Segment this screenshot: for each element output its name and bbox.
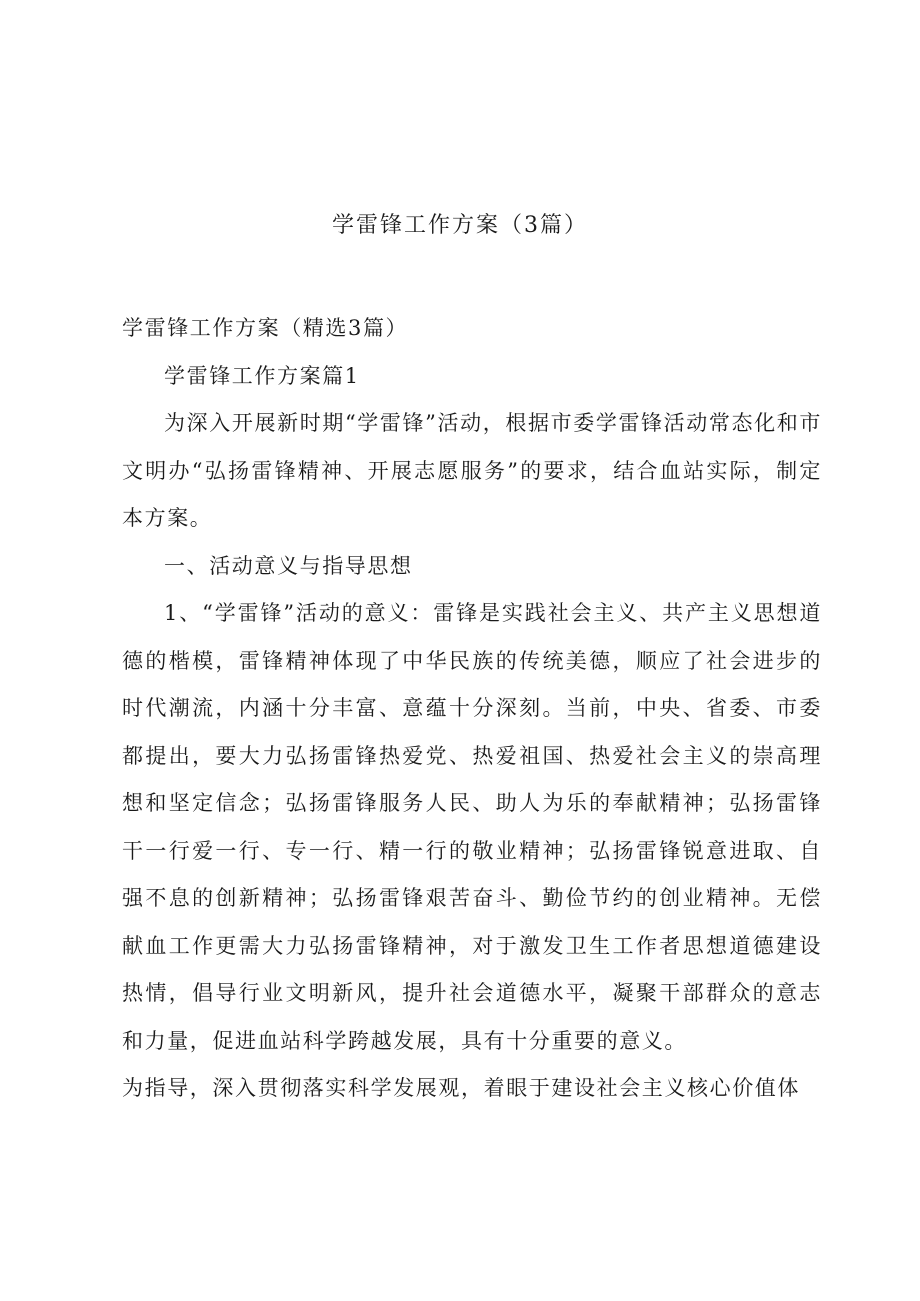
- paragraph-closing-fragment: 为指导，深入贯彻落实科学发展观，着眼于建设社会主义核心价值体: [122, 1076, 800, 1100]
- document-body: [122, 305, 822, 1113]
- paragraph-intro: 为深入开展新时期“学雷锋”活动，根据市委学雷锋活动常态化和市文明办“弘扬雷锋精神、开展志愿服务”的要求，结合血站实际，制定本方案。: [122, 411, 822, 530]
- document-subtitle: 学雷锋工作方案（精选3篇）: [122, 316, 409, 340]
- document-title: 学雷锋工作方案（3篇）: [332, 213, 588, 238]
- section-heading: 学雷锋工作方案篇1: [164, 363, 360, 388]
- paragraph-heading-1: 一、活动意义与指导思想: [164, 553, 413, 578]
- paragraph-significance: 1、“学雷锋”活动的意义：雷锋是实践社会主义、共产主义思想道德的楷模，雷锋精神体现了中华民族的传统美德，顺应了社会进步的时代潮流，内涵十分丰富、意蕴十分深刻。当前，中央、省委、市委都提出，要大力弘扬雷锋热爱党、热爱祖国、热爱社会主义的崇高理想和坚定信念；弘扬雷锋服务人民、助人为乐的奉献精神；弘扬雷锋干一行爱一行、专一行、精一行的敬业精神；弘扬雷锋锐意进取、自强不息的创新精神；弘扬雷锋艰苦奋斗、勤俭节约的创业精神。无偿献血工作更需大力弘扬雷锋精神，对于激发卫生工作者思想道德建设热情，倡导行业文明新风，提升社会道德水平，凝聚干部群众的意志和力量，促进血站科学跨越发展，具有十分重要的意义。: [122, 601, 822, 1053]
